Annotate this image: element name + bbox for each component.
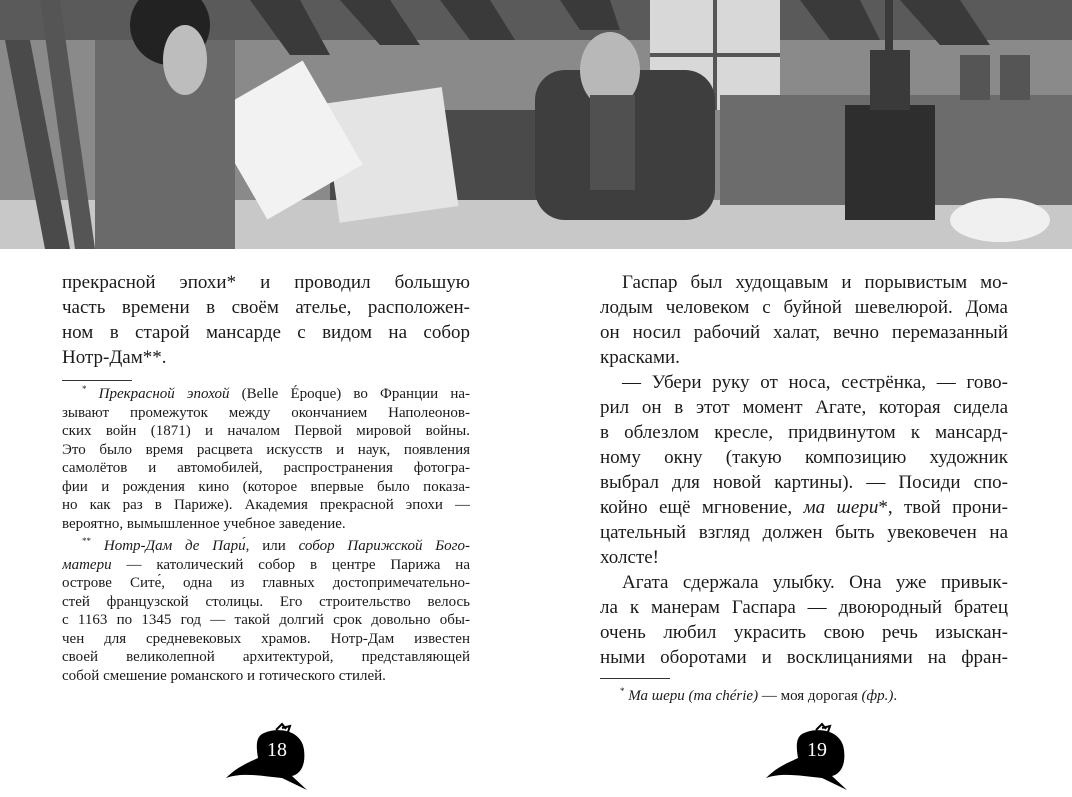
text-line: очень любил украсить свою речь изыскан-: [600, 622, 1008, 643]
text-line: ными оборотами и восклицаниями на фран-: [600, 647, 1008, 668]
footnote-marker: *: [82, 385, 87, 394]
text-line: ном в старой мансарде с видом на собор: [62, 322, 470, 343]
left-footnotes: [62, 380, 470, 685]
left-main-text: [62, 270, 470, 370]
footnote-line: [62, 537, 470, 556]
text-line: Нотр-Дам**.: [62, 347, 167, 368]
footnote-line: но как раз в Париже). Академия прекрасной эпохи —: [62, 497, 470, 513]
text-line: — Убери руку от носа, сестрёнка, — гово-: [622, 372, 1008, 393]
footnote-line: стей французской столицы. Его строительство велось: [62, 593, 470, 610]
footnote-line: ских войн (1871) и началом Первой мировой войны.: [62, 423, 470, 439]
footnote-term: Прекрасной эпохой: [98, 386, 230, 402]
footnote-line: с 1163 по 1345 год — такой долгий срок довольно обы-: [62, 612, 470, 628]
text-line: лодым человеком с буйной шевелюрой. Дома: [600, 297, 1008, 318]
footnote-line: собой смешение романского и готического стилей.: [62, 667, 386, 684]
footnote-term: (фр.): [861, 688, 894, 704]
footnote-text: — католический собор в центре Парижа на: [111, 556, 470, 573]
right-footnote: [600, 678, 1008, 706]
footnote-line: своей великолепной архитектурой, представляющей: [62, 649, 470, 665]
text-line: прекрасной эпохи* и проводил большую: [62, 272, 470, 293]
footnote-term: Ма шери (ma chérie): [628, 688, 759, 704]
page-number: 18: [267, 739, 287, 761]
text-span: *, твой прони-: [878, 497, 1008, 518]
footnote-text: (Belle Époque) во Франции на-: [229, 386, 470, 402]
footnote-marker: *: [620, 687, 625, 696]
italic-term: ма шери: [803, 497, 879, 518]
text-line: часть времени в своём ателье, расположен-: [62, 297, 470, 318]
page-number-18: [222, 722, 332, 792]
footnote-line: острове Сите́, одна из главных достопримечательно-: [62, 575, 470, 591]
footnote-marker: **: [82, 537, 91, 546]
text-line: выбрал для новой картины). — Посиди спо-: [600, 472, 1008, 493]
footnote-term: собор Парижской Бого-: [298, 538, 470, 554]
text-line: в облезлом кресле, придвинутом к мансард-: [600, 422, 1008, 443]
footnote-text: , или: [245, 538, 299, 554]
text-line: рил он в этот момент Агате, которая сидела: [600, 397, 1008, 418]
footnote-line: самолётов и автомобилей, распространения фотогра-: [62, 460, 470, 476]
footnote-line: Это было время расцвета искусств и наук, появления: [62, 441, 470, 458]
text-line: [600, 495, 1008, 520]
footnote-line: фии и рождения кино (которое впервые было показа-: [62, 478, 470, 495]
footnote-text: — моя дорогая: [758, 688, 862, 704]
footnote-term: Нотр-Дам де Пари́: [103, 538, 246, 554]
text-line: ла к манерам Гаспара — двоюродный братец: [600, 597, 1008, 618]
footnote-text: .: [893, 688, 898, 704]
text-line: Гаспар был худощавым и порывистым мо-: [622, 272, 1008, 293]
text-line: Агата сдержала улыбку. Она уже привык-: [622, 572, 1008, 593]
footnote-line: зывают промежуток между окончанием Наполеонов-: [62, 404, 470, 421]
text-line: холсте!: [600, 547, 660, 568]
page-number-19: [762, 722, 872, 792]
footnote-line: [62, 385, 470, 404]
footnote-term: матери: [62, 556, 112, 573]
attic-illustration: [0, 0, 1072, 249]
footnote-line: чен для средневековых храмов. Нотр-Дам известен: [62, 630, 470, 647]
text-line: ному окну (такую композицию художник: [600, 447, 1008, 468]
text-line: красками.: [600, 347, 680, 368]
footnote-line: [600, 687, 1008, 706]
footnote-line: [62, 556, 470, 575]
right-main-text: [600, 270, 1008, 670]
footnote-line: вероятно, вымышленное учебное заведение.: [62, 515, 346, 532]
page-number: 19: [807, 739, 827, 761]
text-line: цательный взгляд должен быть увековечен на: [600, 522, 1008, 543]
text-line: он носил рабочий халат, вечно перемазанный: [600, 322, 1008, 343]
text-span: койно ещё мгновение,: [600, 497, 793, 518]
